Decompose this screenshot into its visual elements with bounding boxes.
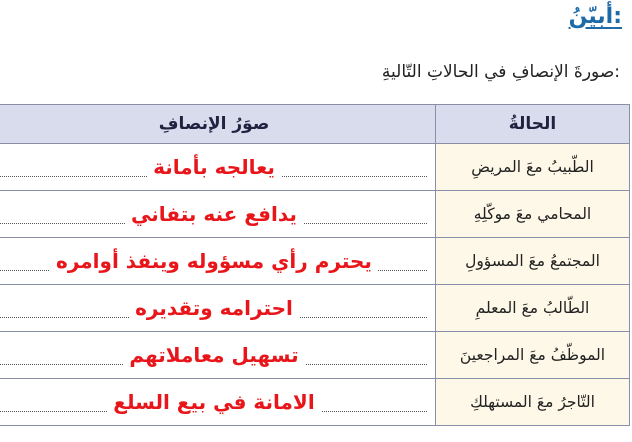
case-cell: الطّالبُ معَ المعلمِ bbox=[436, 285, 630, 332]
case-cell: المجتمعُ معَ المسؤولِ bbox=[436, 238, 630, 285]
table-header-row bbox=[0, 105, 630, 144]
case-cell: الطّبيبُ معَ المريضِ bbox=[436, 144, 630, 191]
answer-cell bbox=[0, 144, 436, 191]
case-cell: التّاجرُ معَ المستهلكِ bbox=[436, 379, 630, 426]
answer-cell bbox=[0, 285, 436, 332]
header-forms: صوَرُ الإنصافِ bbox=[0, 105, 436, 144]
answer-cell bbox=[0, 379, 436, 426]
table-row bbox=[0, 285, 630, 332]
answer-text: يدافع عنه بتفاني bbox=[125, 202, 303, 226]
table-row bbox=[0, 332, 630, 379]
answer-cell bbox=[0, 332, 436, 379]
instruction-text: صورةَ الإنصافِ في الحالاتِ التّاليةِ: bbox=[381, 62, 620, 82]
answer-text: يحترم رأي مسؤوله وينفذ أوامره bbox=[50, 249, 378, 273]
case-cell: المحامي معَ موكّلِهِ bbox=[436, 191, 630, 238]
answer-cell bbox=[0, 238, 436, 285]
section-heading: أبيّنُ: bbox=[568, 4, 622, 29]
case-cell: الموظّفُ معَ المراجعينَ bbox=[436, 332, 630, 379]
answer-text: احترامه وتقديره bbox=[129, 296, 299, 320]
answer-text: تسهيل معاملاتهم bbox=[123, 343, 304, 367]
table-row bbox=[0, 379, 630, 426]
fairness-table bbox=[0, 104, 630, 426]
answer-cell bbox=[0, 191, 436, 238]
table-row bbox=[0, 238, 630, 285]
table-row bbox=[0, 191, 630, 238]
header-case: الحالةُ bbox=[436, 105, 630, 144]
answer-text: يعالجه بأمانة bbox=[147, 155, 281, 179]
table-row bbox=[0, 144, 630, 191]
answer-text: الامانة في بيع السلع bbox=[107, 390, 320, 414]
